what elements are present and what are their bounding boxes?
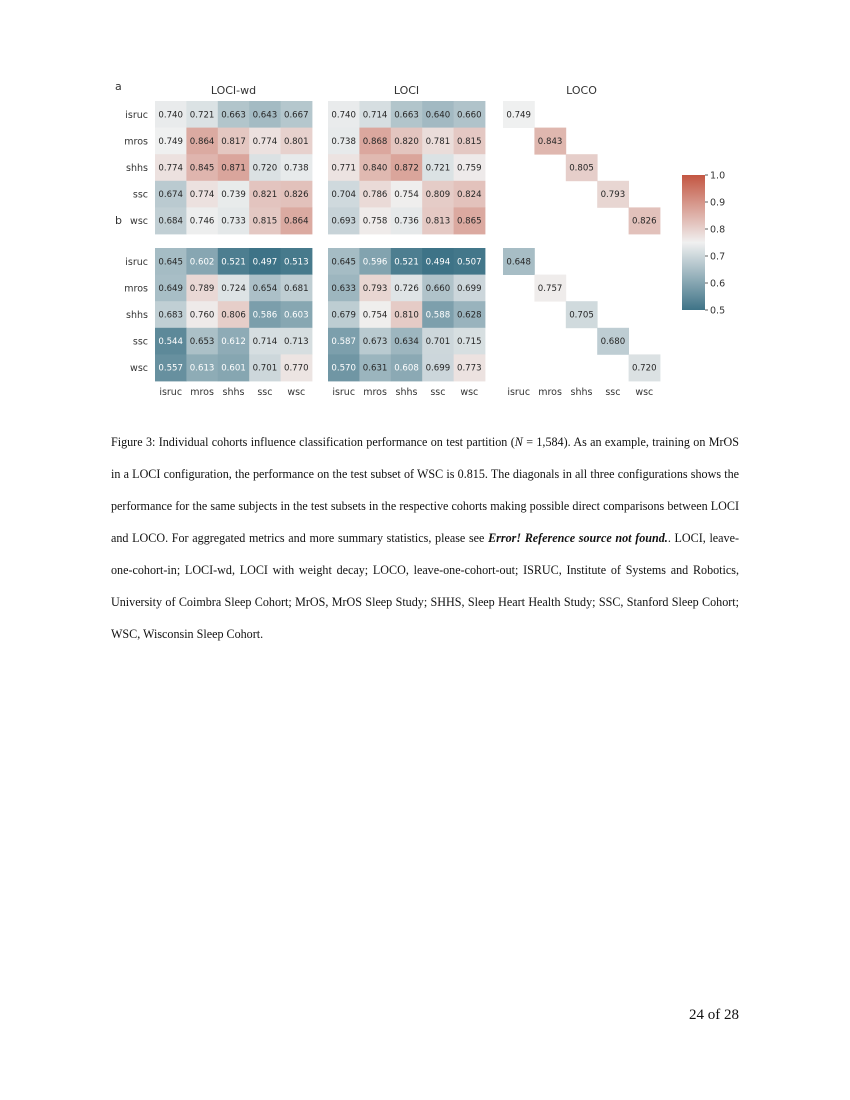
row-label-mros: mros [124, 136, 148, 148]
heatmap-cell-value: 0.586 [252, 310, 278, 321]
heatmap-cell-value: 0.843 [537, 136, 563, 147]
heatmap-cell-value: 0.714 [362, 110, 388, 121]
heatmap-cell-value: 0.663 [221, 110, 246, 121]
heatmap-cell-value: 0.701 [252, 363, 278, 374]
heatmap-cell-value: 0.789 [189, 283, 215, 294]
heatmap-cell-value: 0.826 [283, 190, 309, 201]
heatmap-cell-value: 0.557 [158, 363, 184, 374]
heatmap-cell-value: 0.497 [252, 257, 278, 268]
heatmap-cell-value: 0.736 [394, 216, 419, 227]
heatmap-cell-value: 0.507 [456, 257, 482, 268]
heatmap-cell-value: 0.865 [456, 216, 482, 227]
heatmap-cell-value: 0.714 [252, 337, 278, 348]
heatmap-cell-value: 0.633 [331, 283, 357, 294]
heatmap-cell-value: 0.654 [252, 283, 278, 294]
col-label-shhs: shhs [222, 387, 245, 398]
heatmap-cell-value: 0.793 [362, 283, 388, 294]
heatmap-cell-value: 0.840 [362, 163, 388, 174]
heatmap-cell-value: 0.715 [456, 337, 482, 348]
heatmap-cell-value: 0.643 [252, 110, 278, 121]
heatmap-cell-value: 0.738 [331, 136, 357, 147]
heatmap-cell-value: 0.773 [456, 363, 482, 374]
heatmap-cell-value: 0.749 [158, 136, 184, 147]
heatmap-cell-value: 0.683 [158, 310, 184, 321]
heatmap-cell-value: 0.673 [362, 337, 388, 348]
heatmap-cell-value: 0.612 [221, 337, 246, 348]
col-label-mros: mros [363, 387, 387, 398]
heatmap-cell-value: 0.720 [631, 363, 657, 374]
figure-caption [111, 426, 739, 650]
col-label-isruc: isruc [507, 387, 531, 398]
heatmap-cell-value: 0.845 [189, 163, 215, 174]
heatmap-cell-value: 0.809 [425, 190, 451, 201]
heatmap-cell-value: 0.733 [221, 216, 246, 227]
row-label-isruc: isruc [125, 256, 148, 268]
caption-error-reference: Error! Reference source not found. [488, 531, 668, 545]
caption-part3: . LOCI, leave-one-cohort-in; LOCI-wd, LOCI with weight decay; LOCO, leave-one-cohort-out; ISRUC, Institute of Systems and Robotics, University of Coimbra Sleep Cohort; MrOS, MrOS Sleep Study; SHHS, Sleep Heart Health Study; SSC, Stanford Sleep Cohort; WSC, Wisconsin Sleep Cohort. [111, 531, 739, 641]
heatmap-cell-value: 0.521 [394, 257, 419, 268]
colorbar-tick-label: 0.8 [710, 224, 726, 236]
heatmap-cell-value: 0.754 [394, 190, 419, 201]
heatmap-cell-value: 0.864 [189, 136, 215, 147]
heatmap-cell-value: 0.868 [362, 136, 388, 147]
row-label-shhs: shhs [126, 310, 148, 321]
heatmap-cell-value: 0.634 [394, 337, 419, 348]
heatmap-cell-value: 0.705 [569, 310, 594, 321]
heatmap-cell-value: 0.699 [456, 283, 482, 294]
heatmap-cell-value: 0.746 [189, 216, 215, 227]
heatmap-cell-value: 0.667 [283, 110, 309, 121]
heatmap-cell-value: 0.628 [456, 310, 482, 321]
heatmap-cell-value: 0.596 [362, 257, 388, 268]
heatmap-cell-value: 0.724 [221, 283, 246, 294]
heatmap-cell-value: 0.494 [425, 257, 451, 268]
heatmap-cell-value: 0.793 [600, 190, 626, 201]
heatmap-cell-value: 0.813 [425, 216, 451, 227]
heatmap-cell-value: 0.774 [189, 190, 215, 201]
heatmap-cell-value: 0.820 [394, 136, 419, 147]
heatmap-cell-value: 0.864 [283, 216, 309, 227]
heatmap-cell-value: 0.821 [252, 190, 278, 201]
heatmap-cell-value: 0.679 [331, 310, 357, 321]
heatmap-cell-value: 0.810 [394, 310, 419, 321]
col-label-ssc: ssc [257, 387, 273, 398]
col-label-ssc: ssc [430, 387, 446, 398]
col-label-mros: mros [190, 387, 214, 398]
heatmap-cell-value: 0.824 [456, 190, 482, 201]
heatmap-cell-value: 0.815 [456, 136, 482, 147]
caption-math-eq: = 1,584 [522, 435, 564, 449]
heatmap-cell-value: 0.602 [189, 257, 215, 268]
colorbar-tick-label: 0.9 [710, 197, 726, 209]
heatmap-cell-value: 0.663 [394, 110, 419, 121]
colorbar-tick-label: 0.6 [710, 278, 726, 290]
heatmap-cell-value: 0.781 [425, 136, 451, 147]
heatmap-cell-value: 0.805 [569, 163, 594, 174]
col-label-wsc: wsc [460, 387, 479, 398]
heatmap-cell-value: 0.570 [331, 363, 357, 374]
row-label-ssc: ssc [132, 189, 148, 201]
heatmap-cell-value: 0.770 [283, 363, 309, 374]
col-label-shhs: shhs [395, 387, 418, 398]
heatmap-cell-value: 0.713 [283, 337, 309, 348]
colorbar [682, 175, 705, 310]
col-label-wsc: wsc [287, 387, 306, 398]
heatmap-cell-value: 0.613 [189, 363, 215, 374]
heatmap-cell-value: 0.649 [158, 283, 184, 294]
heatmap-cell-value: 0.806 [221, 310, 246, 321]
col-label-shhs: shhs [570, 387, 593, 398]
col-label-isruc: isruc [332, 387, 356, 398]
heatmap-cell-value: 0.603 [283, 310, 309, 321]
col-label-wsc: wsc [635, 387, 654, 398]
row-label-mros: mros [124, 283, 148, 295]
heatmap-cell-value: 0.660 [425, 283, 451, 294]
caption-math-n: N [514, 435, 523, 449]
matrix-title-loci-wd: LOCI-wd [210, 84, 257, 97]
heatmap-cell-value: 0.704 [331, 190, 357, 201]
heatmap-cell-value: 0.699 [425, 363, 451, 374]
col-label-isruc: isruc [159, 387, 183, 398]
heatmap-cell-value: 0.738 [283, 163, 309, 174]
heatmap-cell-value: 0.740 [158, 110, 184, 121]
heatmap-cell-value: 0.757 [537, 283, 563, 294]
heatmap-cell-value: 0.774 [252, 136, 278, 147]
heatmap-cell-value: 0.680 [600, 337, 626, 348]
heatmap-cell-value: 0.872 [394, 163, 419, 174]
heatmap-cell-value: 0.631 [362, 363, 388, 374]
heatmap-cell-value: 0.648 [506, 257, 532, 268]
heatmap-figure [0, 0, 850, 420]
heatmap-cell-value: 0.739 [221, 190, 246, 201]
row-label-shhs: shhs [126, 163, 148, 174]
heatmap-cell-value: 0.588 [425, 310, 451, 321]
heatmap-cell-value: 0.826 [631, 216, 657, 227]
heatmap-cell-value: 0.684 [158, 216, 184, 227]
col-label-ssc: ssc [605, 387, 621, 398]
caption-part1: Figure 3: Individual cohorts influence classification performance on test partition ( [111, 435, 515, 449]
heatmap-cell-value: 0.660 [456, 110, 482, 121]
heatmap-cell-value: 0.726 [394, 283, 419, 294]
row-label-wsc: wsc [130, 216, 148, 228]
heatmap-cell-value: 0.721 [425, 163, 451, 174]
heatmap-cell-value: 0.817 [221, 136, 246, 147]
heatmap-cell-value: 0.608 [394, 363, 419, 374]
heatmap-cell-value: 0.758 [362, 216, 388, 227]
panel-label-a: a [115, 80, 122, 93]
caption-part2: ). As an example, training on MrOS in a LOCI configuration, the performance on the test subset of WSC is 0.815. The diagonals in all three configurations shows the performance for the same subjects in the test subsets in the respective cohorts making possible direct comparisons between LOCI and LOCO. For aggregated metrics and more summary statistics, please see [111, 435, 739, 545]
heatmap-cell-value: 0.740 [331, 110, 357, 121]
colorbar-tick-label: 0.7 [710, 251, 726, 263]
panel-label-b: b [115, 214, 122, 227]
page-number: 24 of 28 [689, 1007, 739, 1023]
heatmap-cell-value: 0.674 [158, 190, 184, 201]
heatmap-cell-value: 0.544 [158, 337, 184, 348]
heatmap-cell-value: 0.653 [189, 337, 215, 348]
heatmap-cell-value: 0.774 [158, 163, 184, 174]
colorbar-tick-label: 0.5 [710, 305, 726, 317]
heatmap-cell-value: 0.521 [221, 257, 246, 268]
heatmap-cell-value: 0.749 [506, 110, 532, 121]
heatmap-cell-value: 0.754 [362, 310, 388, 321]
row-label-isruc: isruc [125, 109, 148, 121]
heatmap-cell-value: 0.601 [221, 363, 246, 374]
matrix-title-loco: LOCO [566, 84, 597, 97]
heatmap-cell-value: 0.801 [283, 136, 309, 147]
heatmap-cell-value: 0.721 [189, 110, 215, 121]
heatmap-cell-value: 0.513 [283, 257, 309, 268]
heatmap-cell-value: 0.720 [252, 163, 278, 174]
heatmap-cell-value: 0.771 [331, 163, 357, 174]
row-label-wsc: wsc [130, 363, 148, 375]
heatmap-cell-value: 0.587 [331, 337, 357, 348]
heatmap-cell-value: 0.760 [189, 310, 215, 321]
heatmap-cell-value: 0.701 [425, 337, 451, 348]
row-label-ssc: ssc [132, 336, 148, 348]
heatmap-cell-value: 0.645 [331, 257, 357, 268]
col-label-mros: mros [538, 387, 562, 398]
heatmap-cell-value: 0.640 [425, 110, 451, 121]
heatmap-cell-value: 0.681 [283, 283, 309, 294]
heatmap-cell-value: 0.786 [362, 190, 388, 201]
heatmap-cell-value: 0.693 [331, 216, 357, 227]
heatmap-cell-value: 0.645 [158, 257, 184, 268]
heatmap-cell-value: 0.815 [252, 216, 278, 227]
heatmap-cell-value: 0.759 [456, 163, 482, 174]
matrix-title-loci: LOCI [393, 84, 420, 97]
heatmap-cell-value: 0.871 [221, 163, 246, 174]
colorbar-tick-label: 1.0 [710, 170, 726, 182]
